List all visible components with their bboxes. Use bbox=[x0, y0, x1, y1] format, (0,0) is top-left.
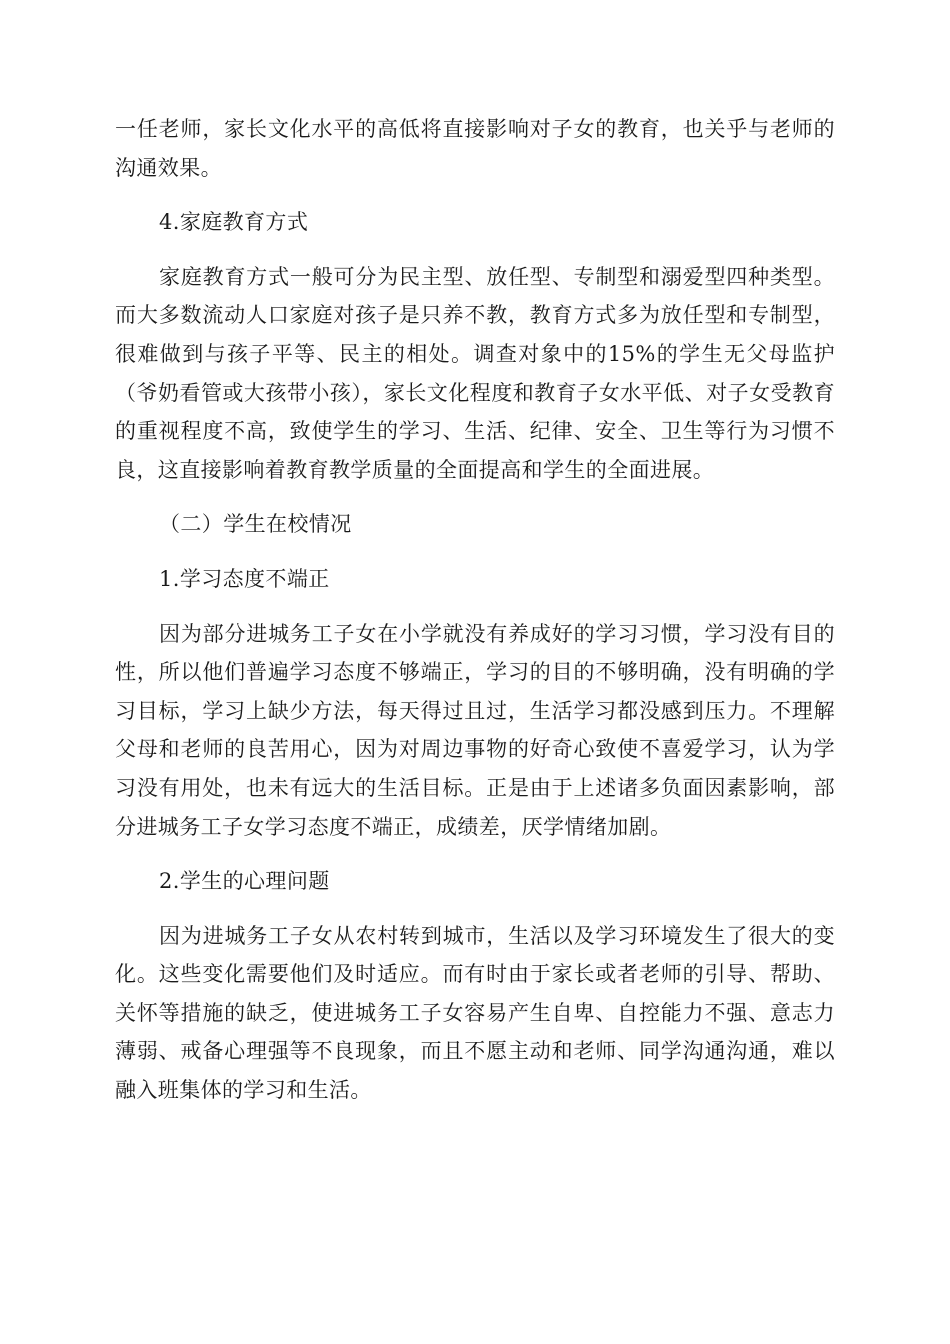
section-heading-students-at-school: （二）学生在校情况 bbox=[159, 512, 352, 537]
paragraph-psychological-issues: 因为进城务工子女从农村转到城市，生活以及学习环境发生了很大的变化。这些变化需要他们及时适应。而有时由于家长或者老师的引导、帮助、关怀等措施的缺乏，使进城务工子女容易产生自卑、自控能力不强、意志力薄弱、戒备心理强等不良现象，而且不愿主动和老师、同学沟通沟通，难以融入班集体的学习和生活。 bbox=[115, 923, 835, 1103]
section-heading-learning-attitude: 1.学习态度不端正 bbox=[159, 566, 330, 591]
paragraph-continuation: 一任老师，家长文化水平的高低将直接影响对子女的教育，也关乎与老师的沟通效果。 bbox=[115, 117, 835, 180]
document-body bbox=[115, 110, 835, 1110]
section-heading-psychological-issues: 2.学生的心理问题 bbox=[159, 869, 330, 894]
paragraph-family-education: 家庭教育方式一般可分为民主型、放任型、专制型和溺爱型四种类型。而大多数流动人口家庭对孩子是只养不教，教育方式多为放任型和专制型，很难做到与孩子平等、民主的相处。调查对象中的15%的学生无父母监护（爷奶看管或大孩带小孩），家长文化程度和教育子女水平低、对子女受教育的重视程度不高，致使学生的学习、生活、纪律、安全、卫生等行为习惯不良，这直接影响着教育教学质量的全面提高和学生的全面进展。 bbox=[115, 264, 835, 482]
section-heading-family-education-method: 4.家庭教育方式 bbox=[159, 210, 309, 235]
paragraph-learning-attitude: 因为部分进城务工子女在小学就没有养成好的学习习惯，学习没有目的性，所以他们普遍学习态度不够端正，学习的目的不够明确，没有明确的学习目标，学习上缺少方法，每天得过且过，生活学习都没感到压力。不理解父母和老师的良苦用心，因为对周边事物的好奇心致使不喜爱学习，认为学习没有用处，也未有远大的生活目标。正是由于上述诸多负面因素影响，部分进城务工子女学习态度不端正，成绩差，厌学情绪加剧。 bbox=[115, 621, 835, 839]
